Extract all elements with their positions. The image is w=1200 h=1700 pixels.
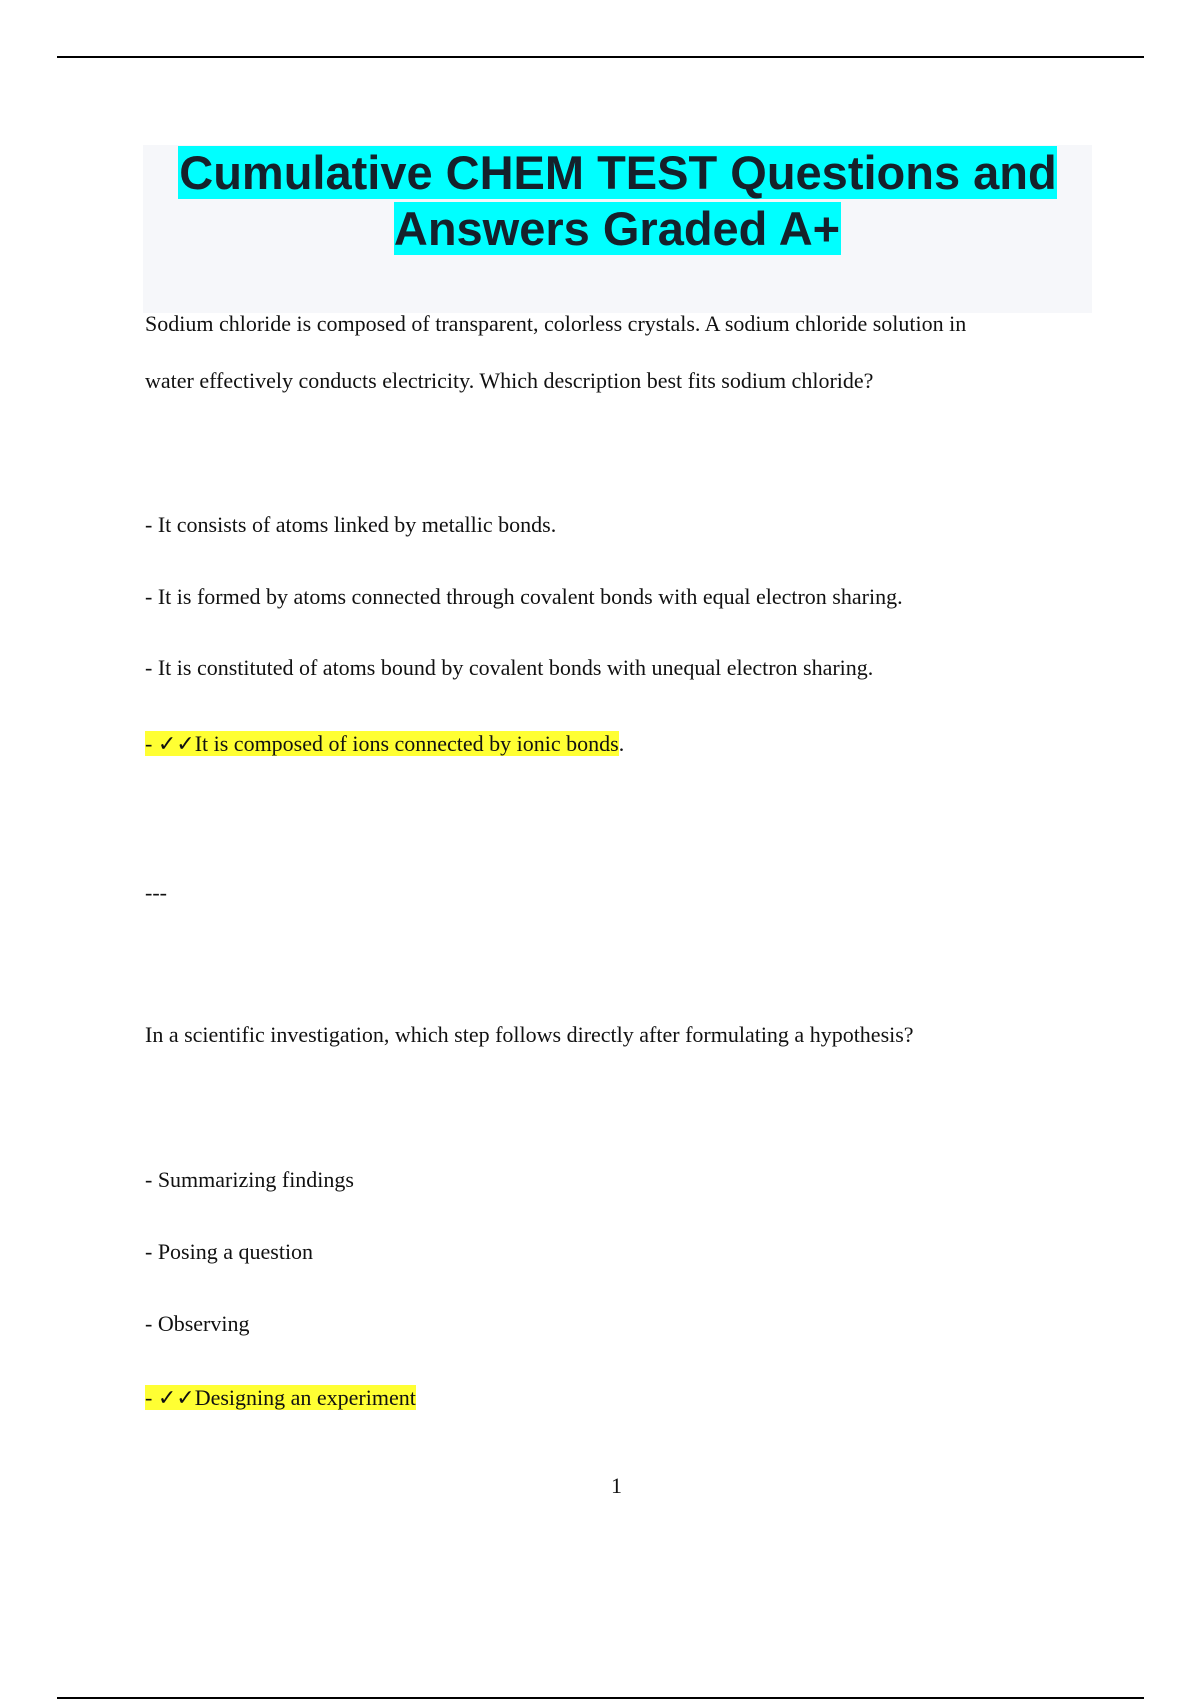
question-2-text: In a scientific investigation, which step follows directly after formulating a hypothesis?	[145, 1022, 914, 1047]
header-rule	[57, 56, 1144, 58]
question-1-text-line-2: water effectively conducts electricity. Which description best fits sodium chloride?	[145, 368, 874, 393]
question-1-answer	[145, 731, 624, 757]
question-2-answer-highlight: - ✓✓Designing an experiment	[145, 1385, 416, 1410]
footer-rule	[57, 1697, 1144, 1699]
section-separator: ---	[145, 880, 167, 905]
question-2-option-1: - Summarizing findings	[145, 1167, 354, 1192]
document-title	[143, 145, 1092, 257]
question-2-option-2: - Posing a question	[145, 1239, 314, 1264]
question-1-option-3: - It is constituted of atoms bound by covalent bonds with unequal electron sharing.	[145, 655, 874, 680]
page-number: 1	[611, 1473, 622, 1498]
question-1-answer-period: .	[618, 731, 625, 756]
question-2-answer	[145, 1385, 416, 1411]
question-1-option-1: - It consists of atoms linked by metallic bonds.	[145, 512, 557, 537]
question-2-option-3: - Observing	[145, 1311, 250, 1336]
question-1-answer-highlight: - ✓✓It is composed of ions connected by ionic bonds	[145, 731, 619, 756]
question-1-text-line-1: Sodium chloride is composed of transparent, colorless crystals. A sodium chloride solution in	[145, 311, 967, 336]
question-1-option-2: - It is formed by atoms connected through covalent bonds with equal electron sharing.	[145, 584, 903, 609]
document-title-text: Cumulative CHEM TEST Questions and Answers Graded A+	[179, 146, 1057, 255]
